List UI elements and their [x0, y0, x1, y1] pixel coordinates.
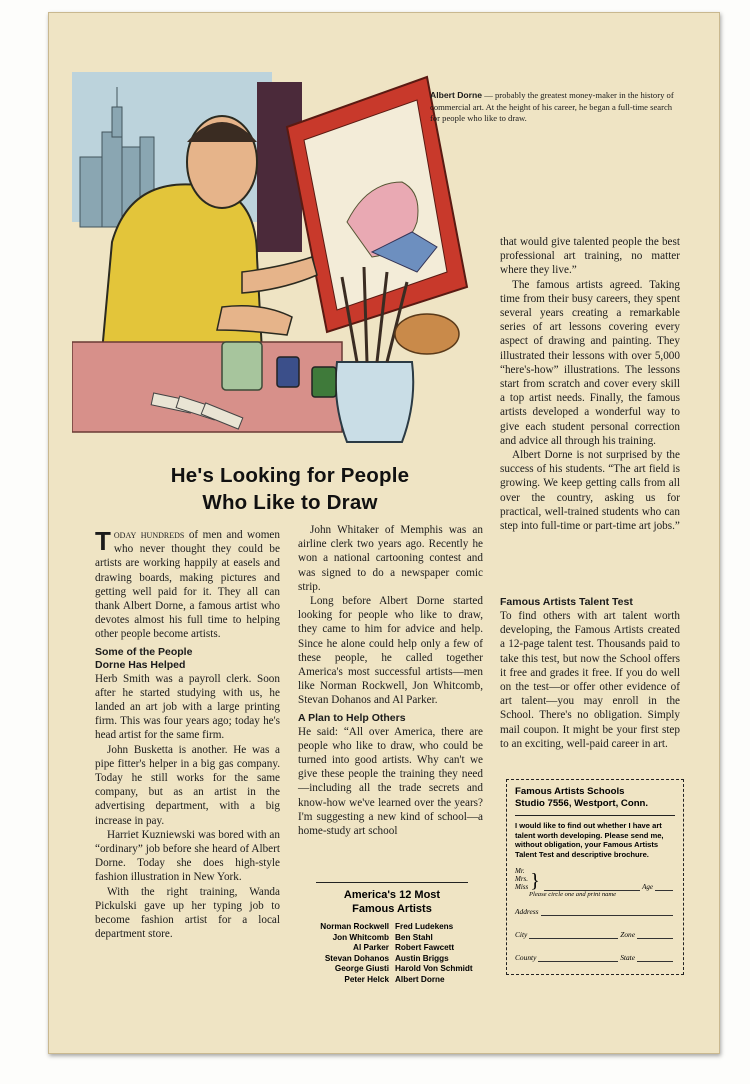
- circle-note: Please circle one and print name: [529, 891, 617, 899]
- subhead-talent-test: Famous Artists Talent Test: [500, 596, 633, 608]
- artist-name: Ben Stahl: [395, 932, 433, 942]
- artist-name: Fred Ludekens: [395, 922, 454, 931]
- caption-name: Albert Dorne: [430, 90, 483, 100]
- coupon-request-text: I would like to find out whether I have art talent worth developing. Please send me, without obligation, your Famous Artists Talent Test and descriptive brochure.: [515, 821, 664, 859]
- famous-artists-title: [298, 889, 486, 916]
- title-miss[interactable]: Miss: [515, 883, 529, 892]
- paragraph-not-surprised: Albert Dorne is not surprised by the success of his students. “The art field is growing. We keep getting calls from all over the country, asking us for practical, well-trained students who can step into full-time or part-time art jobs.”: [500, 449, 680, 533]
- artist-names-grid: [298, 922, 486, 986]
- subhead-some-of-the-people: [95, 646, 280, 672]
- mail-in-coupon[interactable]: [506, 779, 684, 975]
- ad-headline: [95, 462, 485, 516]
- paragraph-herb-smith: Herb Smith was a payroll clerk. Soon after he started studying with us, he landed an art job with a large printing firm. This was four years ago; today he's head artist for the same firm.: [95, 672, 280, 742]
- artist-name: Norman Rockwell: [320, 922, 389, 931]
- headline-line-1: He's Looking for People: [170, 464, 410, 487]
- subhead-line-2: Dorne Has Helped: [95, 658, 186, 671]
- title-mr[interactable]: Mr.: [515, 867, 525, 876]
- paragraph-continued: that would give talented people the best professional art training, no matter where they live.”: [500, 236, 680, 277]
- drop-cap: T: [95, 526, 111, 556]
- artist-name: Stevan Dohanos: [324, 953, 389, 963]
- paragraph-john-whitaker: John Whitaker of Memphis was an airline clerk two years ago. Recently he won a national cartooning contest and was signed to do a newspaper comic strip.: [298, 524, 483, 593]
- paragraph-wanda-pickulski: With the right training, Wanda Pickulski gave up her typing job to become fashion artist for a local department store.: [95, 885, 280, 941]
- artist-name: Austin Briggs: [395, 953, 449, 963]
- headline-line-2: Who Like to Draw: [202, 491, 378, 514]
- artist-name: Robert Fawcett: [395, 943, 455, 953]
- subhead-line-1: Some of the People: [95, 645, 193, 658]
- coupon-studio-address: Studio 7556, Westport, Conn.: [515, 798, 649, 809]
- artist-name: Peter Helck: [344, 974, 389, 984]
- coupon-school-name: Famous Artists Schools: [515, 786, 625, 797]
- paragraph-john-busketta: John Busketta is another. He was a pipe fitter's helper in a big gas company. Today he still works for the same company, but as an artist in the advertising department, with a big increase in pay.: [95, 743, 280, 827]
- albert-dorne-illustration: [72, 72, 492, 452]
- state-label: State: [620, 953, 635, 963]
- subhead-plan-to-help: A Plan to Help Others: [298, 711, 406, 724]
- address-field-line[interactable]: [541, 907, 673, 916]
- address-label: Address: [515, 907, 539, 917]
- body-column-4: [500, 592, 680, 751]
- paragraph-talent-test: To find others with art talent worth developing, the Famous Artists created a 12-page talent test. Thousands paid to take this test, but now the School offers it free and grades it free. If you do well on the test—or offer other evidence of art talent—you may enroll in the School. There's no obligation. Simply mail coupon. It might be your first step to an exciting, well-paid career in art.: [500, 610, 680, 750]
- artist-name: George Giusti: [334, 964, 389, 974]
- artist-name: Jon Whitcomb: [332, 932, 389, 942]
- coupon-rule: [515, 815, 675, 816]
- brace-glyph: }: [530, 870, 540, 893]
- artist-name: Albert Dorne: [395, 974, 445, 984]
- zone-label: Zone: [620, 930, 635, 940]
- body-column-1: [95, 528, 280, 941]
- age-field-line[interactable]: [655, 882, 673, 891]
- famous-artists-title-line-1: America's 12 Most: [343, 889, 441, 901]
- city-label: City: [515, 930, 528, 940]
- title-options[interactable]: [515, 867, 528, 891]
- state-field-line[interactable]: [637, 953, 673, 962]
- paragraph-harriet-kuzniewski: Harriet Kuzniewski was bored with an “ordinary” job before she heard of Albert Dorne. Today she does high-style fashion illustration in New York.: [95, 828, 280, 884]
- body-column-3: [500, 235, 680, 533]
- city-field-line[interactable]: [529, 930, 618, 939]
- address-field[interactable]: [515, 907, 675, 916]
- paragraph-he-said: He said: “All over America, there are people who like to draw, who could be turned into good artists. Why can't we give these people the training they need—including all the trade secrets and know-how we've learned over the years? I'm suggesting a new kind of school—a home-study art school: [298, 725, 483, 838]
- city-zone-field[interactable]: [515, 930, 675, 939]
- illustration-caption: [430, 90, 675, 125]
- coupon-name-row[interactable]: [515, 867, 675, 891]
- intro-lead-caps: oday hundreds: [113, 529, 185, 541]
- county-label: County: [515, 953, 537, 963]
- zone-field-line[interactable]: [637, 930, 673, 939]
- artist-name: Al Parker: [353, 943, 389, 953]
- title-mrs[interactable]: Mrs.: [515, 875, 529, 884]
- famous-artists-list: [298, 882, 486, 986]
- paragraph-famous-artists-agreed: The famous artists agreed. Taking time from their busy careers, they spent several years creating a remarkable series of art lessons covering every aspect of drawing and painting. They illustrated their lessons with over 5,000 “here's-how” illustrations. The lessons start from scratch and cover every skill a top artist needs. Finally, the famous artists developed a wonderful way to give each student personal correction and advice all through his training.: [500, 278, 680, 447]
- county-field-line[interactable]: [538, 953, 618, 962]
- desk: [72, 342, 342, 432]
- intro-lead-rest: of men and women who never thought they could be artists are working happily at easels and drawing boards, making pictures and getting well paid for it. They all can thank Albert Dorne, a famous artist who devotes almost his full time to helping other people become artists.: [95, 529, 280, 641]
- name-field-line[interactable]: [544, 882, 640, 891]
- water-bowl: [395, 314, 459, 354]
- county-state-field[interactable]: [515, 953, 675, 962]
- artist-name: Harold Von Schmidt: [395, 964, 473, 974]
- paragraph-long-before: Long before Albert Dorne started looking for people who like to draw, they came to him for advice and help. Since he alone could help only a few of these people, he called together America's most successful artists—men like Norman Rockwell, Jon Whitcomb, Stevan Dohanos and Al Parker.: [298, 595, 483, 707]
- body-column-2: [298, 523, 483, 838]
- list-top-rule: [316, 882, 468, 883]
- caption-text: — probably the greatest money-maker in the history of commercial art. At the height of his career, he began a full-time search for people who like to draw.: [430, 90, 674, 123]
- famous-artists-title-line-2: Famous Artists: [352, 902, 432, 915]
- age-label: Age: [642, 883, 653, 892]
- intro-paragraph: [95, 528, 280, 642]
